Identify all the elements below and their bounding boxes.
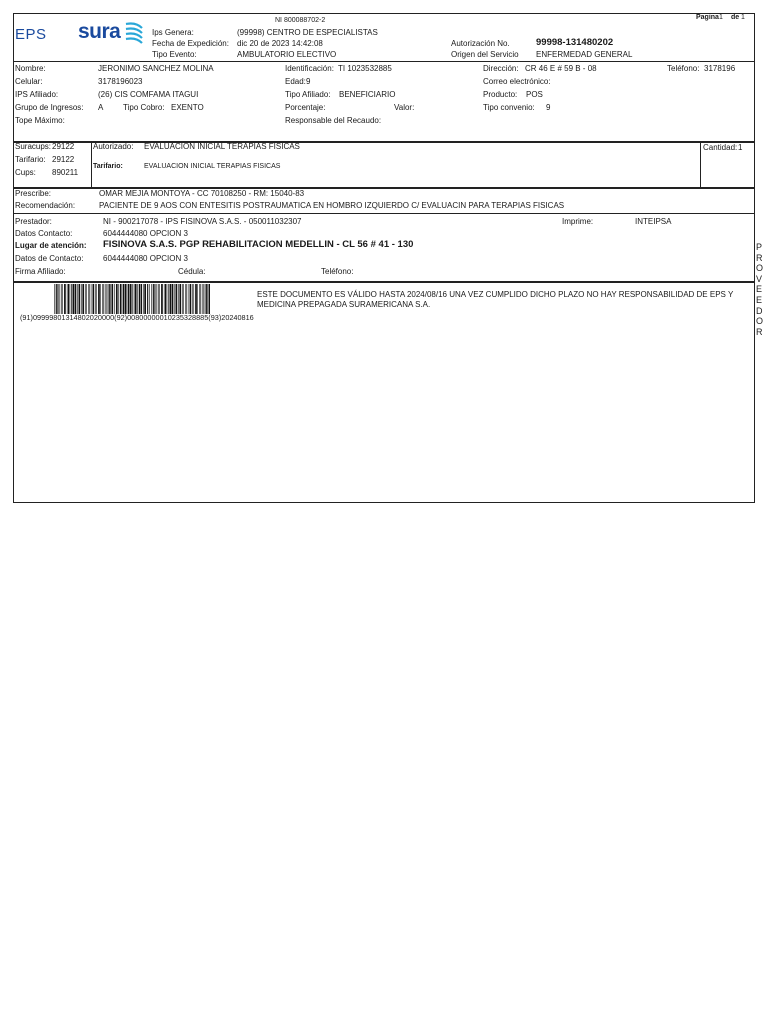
- tipo-evento-value: AMBULATORIO ELECTIVO: [237, 50, 337, 59]
- nombre-label: Nombre:: [15, 64, 46, 73]
- divider-prestador: [13, 281, 755, 283]
- cantidad-value: 1: [738, 143, 743, 152]
- tipo-convenio-value: 9: [546, 103, 551, 112]
- grupo-value: A: [98, 103, 104, 112]
- sura-swoosh-icon: [124, 20, 146, 44]
- side-letter: O: [756, 263, 764, 274]
- lugar-value: FISINOVA S.A.S. PGP REHABILITACION MEDELLIN - CL 56 # 41 - 130: [103, 239, 414, 250]
- validity-note: ESTE DOCUMENTO ES VÁLIDO HASTA 2024/08/16 UNA VEZ CUMPLIDO DICHO PLAZO NO HAY RESPONSABILIDAD DE EPS Y MEDICINA PREPAGADA SURAMERICANA S.A.: [257, 290, 734, 309]
- telefono-prestador-label: Teléfono:: [321, 267, 354, 276]
- tipo-evento-label: Tipo Evento:: [152, 50, 197, 59]
- de-label: de: [731, 14, 740, 21]
- direccion-label: Dirección:: [483, 64, 519, 73]
- origen-value: ENFERMEDAD GENERAL: [536, 50, 633, 59]
- autorizacion-label: Autorización No.: [451, 39, 510, 48]
- grupo-label: Grupo de Ingresos:: [15, 103, 84, 112]
- prescribe-label: Prescribe:: [15, 189, 52, 198]
- tipo-cobro-label: Tipo Cobro:: [123, 103, 165, 112]
- divider-header: [13, 61, 755, 62]
- fecha-label: Fecha de Expedición:: [152, 39, 229, 48]
- producto-label: Producto:: [483, 90, 518, 99]
- fecha-value: dic 20 de 2023 14:42:08: [237, 39, 323, 48]
- imprime-value: INTEIPSA: [635, 217, 672, 226]
- recomendacion-label: Recomendación:: [15, 201, 76, 210]
- ips-afiliado-value: (26) CIS COMFAMA ITAGUI: [98, 90, 199, 99]
- prestador-label: Prestador:: [15, 217, 52, 226]
- side-letter: E: [756, 295, 763, 305]
- direccion-value: CR 46 E # 59 B - 08: [525, 64, 597, 73]
- ips-genera-value: (99998) CENTRO DE ESPECIALISTAS: [237, 28, 378, 37]
- datos-de-contacto-label: Datos de Contacto:: [15, 254, 84, 263]
- cups-label: Cups:: [15, 168, 36, 177]
- divider-servicio-v2: [700, 141, 701, 187]
- tipo-afiliado-label: Tipo Afiliado:: [285, 90, 331, 99]
- identificacion-label: Identificación:: [285, 64, 334, 73]
- pagina-num: 1: [719, 14, 723, 21]
- autorizado-value: EVALUACION INICIAL TERAPIAS FISICAS: [144, 142, 300, 151]
- side-letter: O: [756, 316, 764, 327]
- identificacion-value: TI 1023532885: [338, 64, 392, 73]
- firma-label: Firma Afiliado:: [15, 267, 66, 276]
- valor-label: Valor:: [394, 103, 415, 112]
- correo-label: Correo electrónico:: [483, 77, 551, 86]
- tipo-convenio-label: Tipo convenio:: [483, 103, 535, 112]
- side-letter: E: [756, 284, 763, 295]
- sura-logo: [78, 20, 120, 44]
- side-letter: V: [756, 273, 763, 284]
- sura-logo-text: sura: [78, 20, 121, 43]
- telefono-label: Teléfono:: [667, 64, 700, 73]
- tarifario-value: 29122: [52, 155, 75, 164]
- datos-de-contacto-value: 6044444080 OPCION 3: [103, 254, 188, 263]
- side-letter: D: [756, 305, 763, 316]
- tipo-cobro-value: EXENTO: [171, 103, 204, 112]
- cups-value: 890211: [52, 168, 79, 177]
- barcode-image: [54, 284, 210, 314]
- suracups-value: 29122: [52, 142, 75, 151]
- barcode-text: (91)09999801314802020000(92)00800000010235328885(93)20240816: [20, 313, 254, 322]
- producto-value: POS: [526, 90, 543, 99]
- cantidad-label: Cantidad:: [703, 143, 738, 152]
- celular-label: Celular:: [15, 77, 43, 86]
- pagina-label: Pagina: [696, 14, 719, 21]
- nit-text: NI 800088702-2: [275, 17, 326, 24]
- side-letter: R: [756, 252, 763, 263]
- tipo-afiliado-value: BENEFICIARIO: [339, 90, 396, 99]
- recomendacion-value: PACIENTE DE 9 AOS CON ENTESITIS POSTRAUMATICA EN HOMBRO IZQUIERDO C/ EVALUACIN PARA TERAPIAS FISICAS: [99, 201, 565, 210]
- tope-label: Tope Máximo:: [15, 116, 65, 125]
- ips-afiliado-label: IPS Afiliado:: [15, 90, 59, 99]
- tarifario2-label: Tarifario:: [93, 163, 123, 170]
- suracups-label: Suracups:: [15, 142, 52, 151]
- tarifario2-value: EVALUACION INICIAL TERAPIAS FISICAS: [144, 163, 281, 170]
- de-num: 1: [741, 14, 745, 21]
- edad-label: Edad:: [285, 77, 306, 86]
- cedula-label: Cédula:: [178, 267, 206, 276]
- imprime-label: Imprime:: [562, 217, 594, 226]
- edad-value: 9: [306, 77, 311, 86]
- telefono-value: 3178196: [704, 64, 736, 73]
- side-letter: R: [756, 326, 763, 337]
- eps-logo: EPS: [15, 26, 47, 43]
- celular-value: 3178196023: [98, 77, 143, 86]
- datos-contacto-value: 6044444080 OPCION 3: [103, 229, 188, 238]
- lugar-label: Lugar de atención:: [15, 241, 87, 250]
- tarifario-label: Tarifario:: [15, 155, 46, 164]
- porcentaje-label: Porcentaje:: [285, 103, 326, 112]
- divider-prescripcion: [13, 213, 755, 214]
- prescribe-value: OMAR MEJIA MONTOYA - CC 70108250 - RM: 15040-83: [99, 189, 305, 198]
- responsable-label: Responsable del Recaudo:: [285, 116, 382, 125]
- autorizado-label: Autorizado:: [93, 142, 134, 151]
- prestador-value: NI - 900217078 - IPS FISINOVA S.A.S. - 050011032307: [103, 217, 302, 226]
- nombre-value: JERONIMO SANCHEZ MOLINA: [98, 64, 214, 73]
- autorizacion-value: 99998-131480202: [536, 37, 614, 48]
- origen-label: Origen del Servicio: [451, 50, 519, 59]
- side-letter: P: [756, 242, 763, 252]
- ips-genera-label: Ips Genera:: [152, 28, 194, 37]
- divider-servicio-v1: [91, 141, 92, 187]
- datos-contacto-label: Datos Contacto:: [15, 229, 73, 238]
